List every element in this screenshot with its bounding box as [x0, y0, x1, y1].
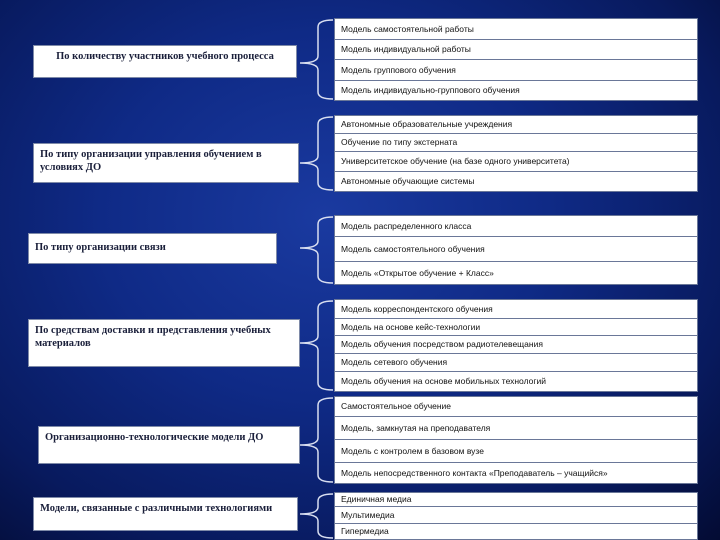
brace-connector — [300, 217, 333, 283]
item-box: Модель «Открытое обучение + Класс» — [334, 261, 698, 285]
item-box: Модель, замкнутая на преподавателя — [334, 416, 698, 440]
brace-connector — [300, 301, 333, 390]
category-box: По средствам доставки и представления учебных материалов — [28, 319, 300, 367]
item-box: Модель непосредственного контакта «Преподаватель – учащийся» — [334, 462, 698, 484]
item-box: Модель самостоятельного обучения — [334, 236, 698, 262]
item-box: Модель индивидуально-группового обучения — [334, 80, 698, 101]
item-box: Модель самостоятельной работы — [334, 18, 698, 40]
item-box: Автономные образовательные учреждения — [334, 115, 698, 134]
brace-connector — [300, 20, 333, 99]
item-box: Обучение по типу экстерната — [334, 133, 698, 152]
item-box: Университетское обучение (на базе одного университета) — [334, 151, 698, 172]
item-box: Модель на основе кейс-технологии — [334, 318, 698, 336]
item-box: Модель обучения посредством радиотелевещания — [334, 335, 698, 354]
item-box: Модель группового обучения — [334, 59, 698, 81]
category-box: Модели, связанные с различными технологиями — [33, 497, 298, 531]
item-box: Модель корреспондентского обучения — [334, 299, 698, 319]
category-box: По типу организации управления обучением в условиях ДО — [33, 143, 299, 183]
item-box: Модель с контролем в базовом вузе — [334, 439, 698, 463]
item-box: Модель распределенного класса — [334, 215, 698, 237]
item-box: Гипермедиа — [334, 523, 698, 540]
item-box: Мультимедиа — [334, 506, 698, 524]
item-box: Единичная медиа — [334, 492, 698, 507]
item-box: Модель индивидуальной работы — [334, 39, 698, 60]
category-box: Организационно-технологические модели ДО — [38, 426, 300, 464]
item-box: Модель обучения на основе мобильных технологий — [334, 371, 698, 392]
item-box: Автономные обучающие системы — [334, 171, 698, 192]
category-box: По количеству участников учебного процесса — [33, 45, 297, 78]
brace-connector — [300, 494, 333, 538]
brace-connector — [300, 398, 333, 482]
item-box: Самостоятельное обучение — [334, 396, 698, 417]
brace-connector — [300, 117, 333, 190]
item-box: Модель сетевого обучения — [334, 353, 698, 372]
category-box: По типу организации связи — [28, 233, 277, 264]
